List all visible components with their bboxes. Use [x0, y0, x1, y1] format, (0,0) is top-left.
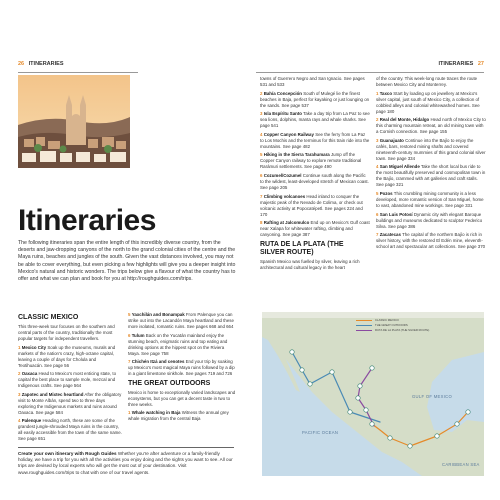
- item-place: Bahía Concepción: [263, 90, 302, 96]
- legend-swatch: [356, 325, 372, 327]
- legend-item: [356, 328, 476, 333]
- item-number: 5: [376, 190, 379, 196]
- item-place: Climbing volcanoes: [263, 193, 306, 199]
- running-header: [18, 61, 64, 72]
- column-outdoors: [128, 312, 236, 425]
- section-lead: Mexico is home to exceptionally varied landscapes and ecosystems, but you can get a decent taste in two to three weeks.: [128, 389, 236, 407]
- item-text: End up on Mexico's Gulf coast near Xalapa for whitewater rafting, climbing and canyoning. See page 387: [260, 220, 370, 238]
- callout-text: Whether you're after adventure or a family-friendly holiday, we have a trip for you with all the activities you enjoy doing and the sights you want to see. All our trips are devised by local experts who will get the most out of your destination. Visit www.roughguides.com/trips to chat with one of our travel agents.: [18, 451, 233, 475]
- item-place: Yaxchilán and Bonampak: [131, 312, 185, 317]
- page-title: Itineraries: [18, 204, 156, 237]
- item-text: Back on the Yucatán mainland enjoy the stunning beach, enigmatic ruins and top eating and drinking options at the hippest spot on the Riviera Maya. See page 758: [128, 332, 228, 356]
- item-number: 4: [376, 164, 379, 170]
- itinerary-item: [18, 392, 122, 416]
- item-number: 7: [376, 232, 379, 238]
- item-number: 6: [128, 332, 131, 338]
- item-place: Cozumel/Cozumel: [263, 172, 302, 178]
- item-place: Tulum: [131, 332, 145, 338]
- item-number: 6: [260, 172, 263, 178]
- item-number: 4: [260, 131, 263, 137]
- continued-text: of the country. This week-long route traces the route between Mexico City and Monterrey.: [376, 76, 478, 87]
- header-rule: [256, 72, 484, 73]
- itinerary-item: [128, 410, 236, 422]
- itinerary-item: [260, 220, 370, 238]
- running-header: [439, 61, 485, 72]
- section-label: ITINERARIES: [28, 61, 64, 67]
- item-place: San Luis Potosí: [379, 211, 413, 217]
- map-legend: [356, 318, 476, 333]
- item-number: 3: [376, 137, 379, 143]
- itinerary-item: [260, 152, 370, 170]
- itinerary-list: [260, 91, 370, 239]
- header-rule: [18, 72, 138, 73]
- item-place: Pozos: [379, 190, 393, 196]
- item-place: Whale watching in Baja: [131, 410, 181, 416]
- item-number: 1: [18, 344, 21, 350]
- section-label: ITINERARIES: [438, 61, 474, 67]
- continued-text: towns of Guerrero Negro and San Ignacio. See pages 531 and 533: [260, 76, 365, 87]
- itinerary-item: [376, 191, 486, 209]
- intro-paragraph: The following itineraries span the entire length of this incredibly diverse country, from the deserts and jaw-dropping canyons of the north to the grand colonial cities of the centre and the Maya ruins, beaches and jungles of the south. Given the vast distances involved, you may not be able to cover everything, but even picking a few highlights will give you a deeper insight into Mexico's natural and historic wonders. The trips below give a flavour of what the country has to offer and what we can plan and book for you at http://roughguides.com/trips.: [18, 240, 236, 283]
- page-number: 26: [18, 61, 25, 67]
- item-number: 7: [128, 359, 131, 365]
- item-text: South of Mulegé lie the finest beaches in Baja, perfect for kayaking or just lounging on the sands. See page 537: [260, 90, 370, 108]
- item-text: Continue into the Bajío to enjoy the cafés, bars, restored mining shafts and covered nineteenth-century mummies of this grand colonial silver town. See page 334: [376, 137, 486, 161]
- callout-lead: Create your own itinerary with Rough Guides: [18, 451, 117, 456]
- section-lead: This three-week tour focuses on the southern and central parts of the country, traditionally the most popular targets for independent travellers.: [18, 324, 115, 341]
- item-place: Palenque: [21, 418, 42, 424]
- itinerary-item: [376, 91, 486, 115]
- itinerary-item: [376, 232, 486, 250]
- itinerary-item: [376, 117, 486, 135]
- item-text: This crumbling mining community is a less developed, more romantic version of San Miguel, home to vast, abandoned mine workings. See page 331: [376, 190, 484, 208]
- item-text: The capital of the northern Bajío is rich in silver history, with the restored El Edén mine, eleventh-school art and spectacular art collections. See page 370: [376, 232, 486, 250]
- legend-swatch: [356, 320, 372, 322]
- section-heading: THE GREAT OUTDOORS: [128, 379, 211, 387]
- itinerary-item: [260, 111, 370, 129]
- item-number: 3: [260, 111, 263, 117]
- item-text: See the ferry from La Paz to Los Mochis and the terminus for this train ride into the mountains. See page 482: [260, 131, 370, 149]
- item-place: Hiking in the Sierra Tarahumara: [263, 152, 330, 158]
- itinerary-item: [18, 371, 122, 389]
- item-text: Head inland to conquer the majestic peak of the Nevado de Colima, or check out volcanic activity at Popocatépetl. See pages 224 and 170: [260, 193, 363, 217]
- item-number: 2: [18, 371, 21, 377]
- item-number: 4: [18, 418, 21, 424]
- legend-label: RUTA DE LA PLATA (THE SILVER ROUTE): [375, 328, 430, 332]
- item-text: Take a day trip from La Paz to see sea lions, dolphins, manta rays and whale sharks. See page 541: [260, 111, 370, 129]
- item-text: Witness the annual grey whale migration from the central Baja: [128, 410, 229, 422]
- section-lead: Spanish Mexico was fuelled by silver, leaving a rich architectural and cultural legacy in the heart: [260, 258, 360, 270]
- item-text: Dynamic city with elegant Baroque buildings and museums dedicated to sculptor Federico Silva. See page 386: [376, 211, 483, 229]
- itinerary-item: [376, 164, 486, 188]
- itinerary-item: [18, 418, 122, 442]
- item-text: After the obligatory visit to Monte Albán, spend two to three days exploring the Indigenous markets and ruins around Oaxaca. See page 584: [18, 391, 122, 415]
- town-illustration: [18, 75, 130, 168]
- route-map: [262, 312, 484, 476]
- item-number: 7: [260, 193, 263, 199]
- item-number: 2: [376, 117, 379, 123]
- itinerary-item: [260, 194, 370, 218]
- item-number: 3: [18, 391, 21, 397]
- section-heading: CLASSIC MEXICO: [18, 314, 79, 321]
- itinerary-item: [260, 132, 370, 150]
- item-number: 1: [128, 410, 131, 416]
- map-label-pacific: PACIFIC OCEAN: [302, 430, 339, 435]
- item-place: Mexico City: [21, 344, 47, 350]
- item-text: Start by loading up on jewellery at Mexico's silver capital, just south of Mexico City, a collection of cobbled alleys and colonial whitewashed homes. See page 180: [376, 90, 480, 114]
- item-text: Continue south along the Pacific to the wildest, least-developed stretch of Mexican coast. See page 205: [260, 172, 369, 190]
- item-text: From Palenque you can strike out into the Lacandón Maya heartland and these more isolated, romantic ruins. See pages 668 and 664: [128, 312, 234, 329]
- legend-swatch: [356, 330, 372, 332]
- column-classic-mexico: [18, 312, 122, 445]
- item-place: Zapotec and Mixtec heartland: [21, 391, 84, 397]
- itinerary-item: [260, 91, 370, 109]
- item-place: Zacatecas: [379, 232, 401, 238]
- itinerary-list: [128, 410, 236, 422]
- legend-label: CLASSIC MEXICO: [375, 318, 399, 322]
- legend-label: THE GREAT OUTDOORS: [375, 323, 408, 327]
- item-place: Taxco: [379, 90, 393, 96]
- item-place: Copper Canyon Railway: [263, 131, 314, 137]
- item-number: 5: [128, 312, 131, 317]
- item-text: Head to Mexico's most enticing state, to capital the best place to sample mole, mezcal and Indigenous crafts. See page 564: [18, 371, 117, 389]
- page-number: 27: [477, 61, 484, 67]
- itinerary-list: [376, 91, 486, 251]
- item-number: 5: [260, 152, 263, 158]
- itinerary-item: [18, 345, 122, 369]
- item-place: Guanajuato: [379, 137, 404, 143]
- item-place: Isla Espíritu Santo: [263, 111, 302, 117]
- itinerary-item: [128, 333, 236, 357]
- map-label-caribbean: CARIBBEAN SEA: [442, 462, 480, 467]
- item-text: Head north of Mexico City to this charming mountain retreat, an old mining town with a Cornish connection. See page 155: [376, 117, 486, 135]
- item-number: 1: [376, 90, 379, 96]
- column-outdoors-cont: [260, 76, 370, 273]
- item-text: Heading north, these are some of the grandest jungle-shrouded Maya ruins in the country, all easily accessible from the town of the same name. See page 651: [18, 418, 122, 442]
- item-place: Chichén Itzá and cenotes: [131, 359, 185, 365]
- item-text: Take the short local bus ride to the most beautifully preserved and cosmopolitan town in the Bajío, crammed with art galleries and craft stalls. See page 321: [376, 164, 486, 188]
- item-place: Real del Monte, Hidalgo: [379, 117, 430, 123]
- item-place: San Miguel Allende: [379, 164, 420, 170]
- item-number: 2: [260, 90, 263, 96]
- trip-callout: [18, 447, 234, 477]
- item-place: Oaxaca: [21, 371, 38, 377]
- item-text: Jump off the Copper Canyon railway to explore remote traditional Rarámuri settlements. See page 490: [260, 152, 362, 170]
- itinerary-list: [128, 312, 236, 377]
- itinerary-item: [376, 212, 486, 230]
- item-text: Soak up the museums, murals and markets of the nation's crazy, high-octane capital, leaving a couple of days for Cholula and Teotihuacán. See page 56: [18, 344, 116, 368]
- item-number: 6: [376, 211, 379, 217]
- item-text: End your trip by soaking up Mexico's most magical Maya ruins followed by a dip in a giant limestone sinkhole. See pages 719 and 726: [128, 359, 235, 377]
- itinerary-list: [18, 345, 122, 443]
- map-label-gulf: GULF OF MEXICO: [412, 394, 453, 399]
- column-silver-route: [376, 76, 486, 253]
- town-photo: [18, 75, 130, 168]
- section-heading: RUTA DE LA PLATA (THE SILVER ROUTE): [260, 240, 344, 256]
- itinerary-item: [128, 312, 236, 330]
- itinerary-item: [260, 173, 370, 191]
- item-number: 8: [260, 220, 263, 226]
- itinerary-item: [376, 138, 486, 162]
- item-place: Rafting at Jalcomulco: [263, 220, 310, 226]
- itinerary-item: [128, 359, 236, 377]
